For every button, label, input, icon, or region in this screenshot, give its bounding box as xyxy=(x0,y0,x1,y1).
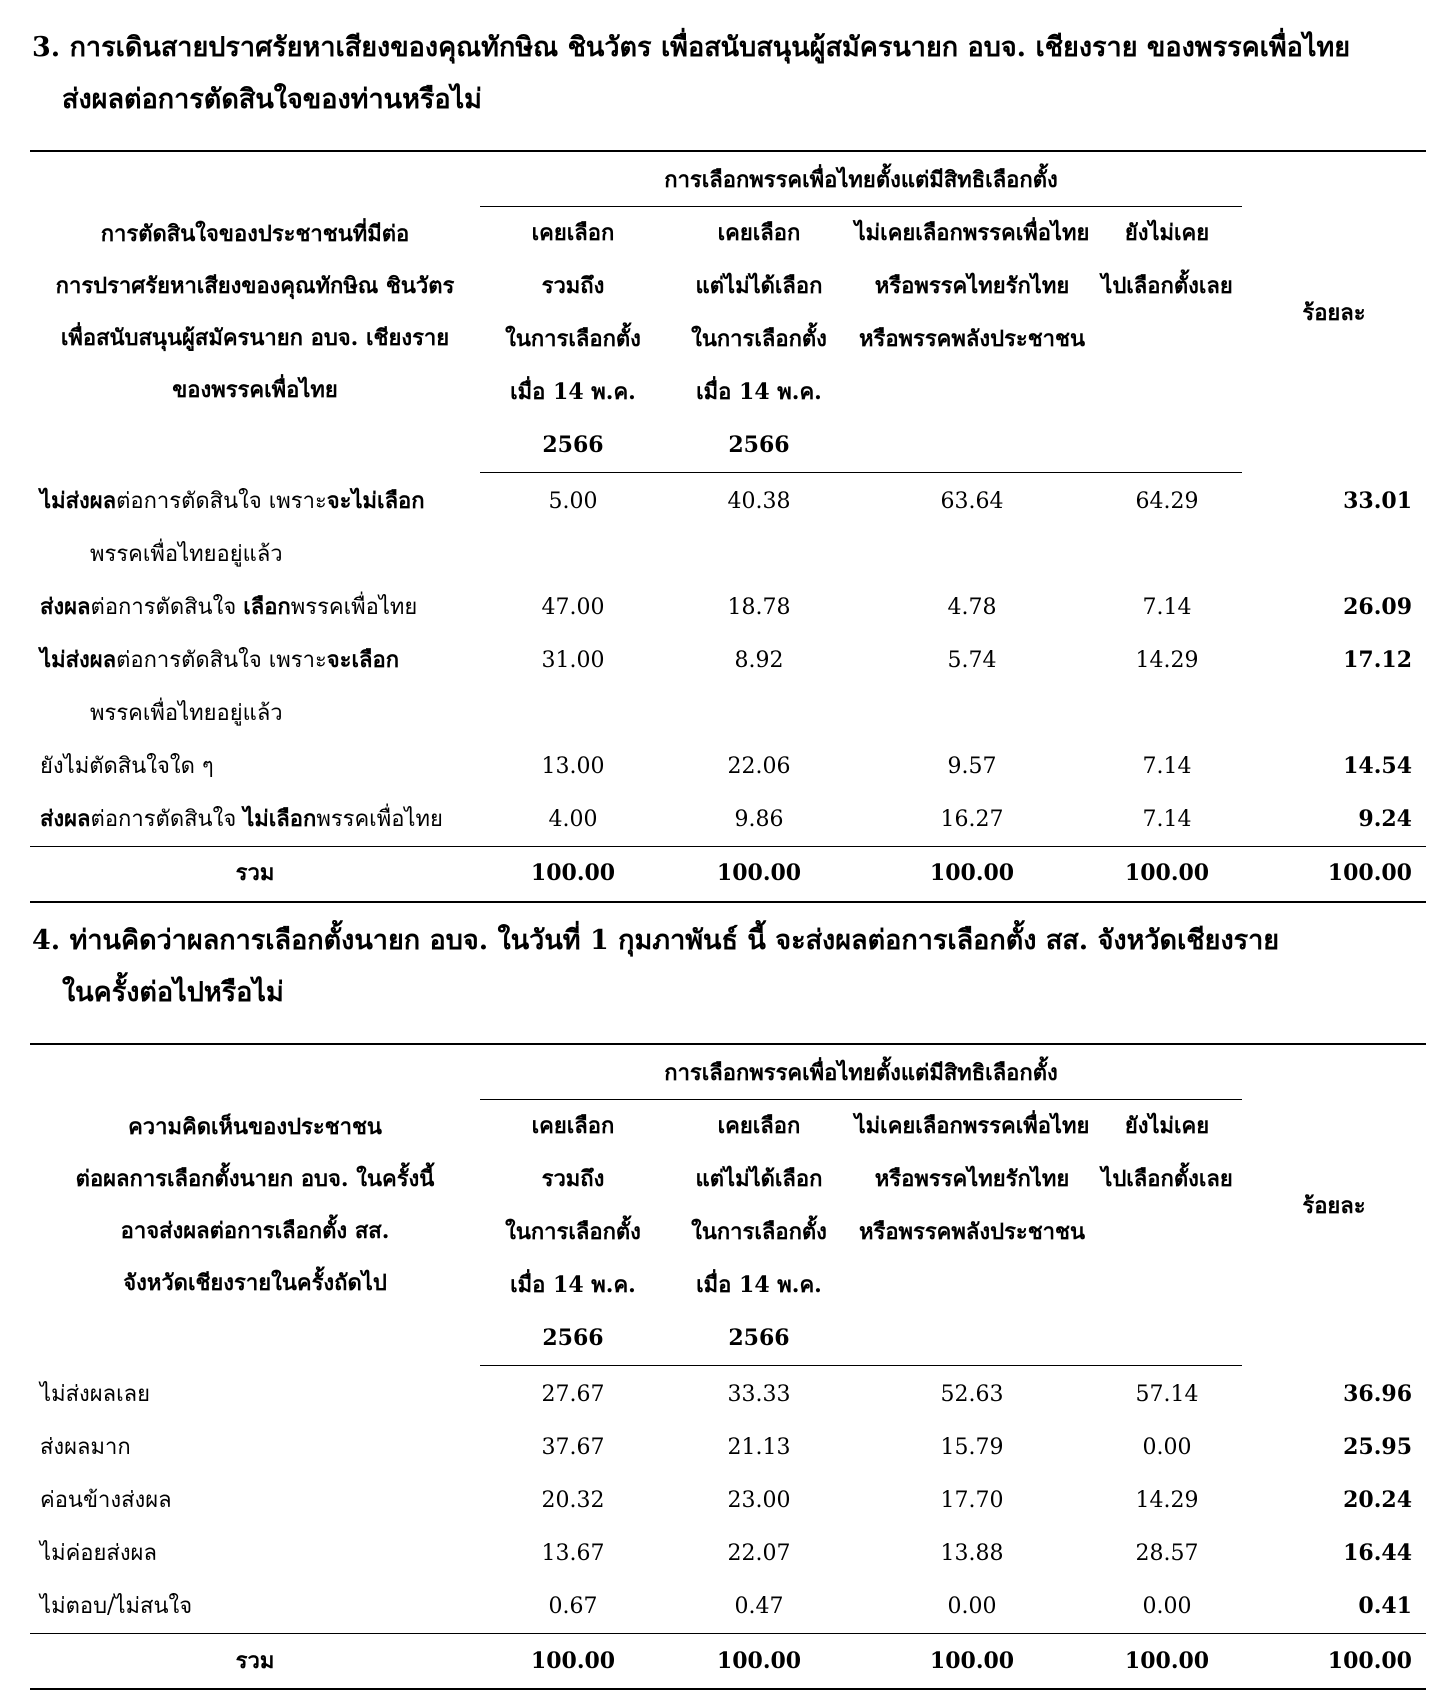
table-row xyxy=(30,1421,1426,1474)
cell-value: 22.06 xyxy=(727,753,791,779)
cell-value: 0.47 xyxy=(734,1594,784,1619)
table-row xyxy=(30,1474,1426,1527)
total-row xyxy=(30,846,1426,902)
col-header-line: เคยเลือก xyxy=(717,1113,801,1139)
table-row xyxy=(30,1580,1426,1634)
col-header-line: เมื่อ 14 พ.ค. 2566 xyxy=(510,379,636,458)
row-label xyxy=(30,793,480,847)
cell-value: 20.32 xyxy=(541,1488,605,1513)
cell-value: 7.14 xyxy=(1142,594,1192,620)
cell-percent: 0.41 xyxy=(1358,1593,1412,1619)
row-label-bold: จะเลือก xyxy=(326,646,400,673)
total-value: 100.00 xyxy=(480,846,666,902)
stub-header xyxy=(30,1044,480,1366)
table-row xyxy=(30,581,1426,634)
cell-value: 64.29 xyxy=(1135,489,1199,514)
stub-header-line: อาจส่งผลต่อการเลือกตั้ง สส. xyxy=(120,1218,390,1245)
cell-value: 15.79 xyxy=(940,1435,1004,1460)
col-header-line: ยังไม่เคย xyxy=(1124,1113,1210,1139)
stub-header-line: การตัดสินใจของประชาชนที่มีต่อ xyxy=(100,221,410,248)
stub-header-line: จังหวัดเชียงรายในครั้งถัดไป xyxy=(123,1270,387,1297)
cell-percent: 17.12 xyxy=(1343,646,1412,673)
table-row xyxy=(30,1527,1426,1580)
col-header-line: ไม่เคยเลือกพรรคเพื่อไทย xyxy=(854,1113,1090,1139)
row-label-bold: ไม่ส่งผล xyxy=(40,646,117,673)
total-percent: 100.00 xyxy=(1242,1634,1426,1690)
col-header-line: ในการเลือกตั้ง xyxy=(505,326,641,352)
question-3-table xyxy=(30,150,1426,903)
col-header-voted-not-2566 xyxy=(666,1100,852,1366)
row-label-bold: ไม่ส่งผล xyxy=(40,487,117,514)
cell-value: 63.64 xyxy=(940,489,1004,514)
total-value: 100.00 xyxy=(666,846,852,902)
col-header-line: เคยเลือก xyxy=(531,1113,615,1139)
row-label-bold: เลือก xyxy=(243,593,291,620)
cell-value: 47.00 xyxy=(541,594,605,620)
question-3-title xyxy=(32,22,1426,126)
cell-value: 33.33 xyxy=(727,1382,791,1407)
cell-value: 18.78 xyxy=(727,594,791,620)
col-header-never-voted-party xyxy=(852,207,1092,473)
row-label-text: ต่อการตัดสินใจ xyxy=(90,806,244,832)
col-header-line: เคยเลือก xyxy=(717,220,801,246)
col-header-line: ในการเลือกตั้ง xyxy=(691,1219,827,1245)
col-header-line: ไม่เคยเลือกพรรคเพื่อไทย xyxy=(854,220,1090,246)
total-label: รวม xyxy=(30,1634,480,1690)
stub-header xyxy=(30,151,480,473)
row-label xyxy=(30,473,480,581)
cell-value: 52.63 xyxy=(940,1382,1004,1407)
total-value: 100.00 xyxy=(852,846,1092,902)
col-header-line: รวมถึง xyxy=(541,1166,605,1192)
cell-percent: 16.44 xyxy=(1343,1540,1412,1566)
question-4-title-line2: ในครั้งต่อไปหรือไม่ xyxy=(62,977,284,1008)
col-header-line: รวมถึง xyxy=(541,273,605,299)
cell-value: 37.67 xyxy=(541,1435,605,1460)
row-label: ยังไม่ตัดสินใจใด ๆ xyxy=(40,753,214,779)
question-4-title-line1: 4. ท่านคิดว่าผลการเลือกตั้งนายก อบจ. ในวันที่ 1 กุมภาพันธ์ นี้ จะส่งผลต่อการเลือกตั้ง สส. จังหวัดเชียงราย xyxy=(32,925,1280,956)
cell-value: 0.00 xyxy=(1142,1435,1192,1460)
cell-percent: 26.09 xyxy=(1343,593,1412,620)
group-header: การเลือกพรรคเพื่อไทยตั้งแต่มีสิทธิเลือกตั้ง xyxy=(480,151,1242,207)
cell-value: 14.29 xyxy=(1135,647,1199,673)
cell-percent: 20.24 xyxy=(1343,1487,1412,1513)
table-row xyxy=(30,740,1426,793)
row-label-continuation: พรรคเพื่อไทยอยู่แล้ว xyxy=(90,700,283,726)
stub-header-line: ของพรรคเพื่อไทย xyxy=(172,377,338,404)
stub-header-line: ต่อผลการเลือกตั้งนายก อบจ. ในครั้งนี้ xyxy=(75,1166,435,1193)
percent-header: ร้อยละ xyxy=(1242,1044,1426,1366)
row-label-text: พรรคเพื่อไทย xyxy=(290,594,418,620)
total-label: รวม xyxy=(30,846,480,902)
col-header-never-voted-party xyxy=(852,1100,1092,1366)
cell-value: 8.92 xyxy=(734,647,784,673)
question-3-title-line2: ส่งผลต่อการตัดสินใจของท่านหรือไม่ xyxy=(62,84,482,115)
cell-value: 13.67 xyxy=(541,1541,605,1566)
percent-header: ร้อยละ xyxy=(1242,151,1426,473)
group-header: การเลือกพรรคเพื่อไทยตั้งแต่มีสิทธิเลือกตั้ง xyxy=(480,1044,1242,1100)
cell-value: 0.00 xyxy=(1142,1594,1192,1619)
row-label-text: ต่อการตัดสินใจ เพราะ xyxy=(116,647,327,673)
row-label-text: พรรคเพื่อไทย xyxy=(316,806,443,832)
cell-value: 16.27 xyxy=(940,806,1004,832)
row-label: ไม่ค่อยส่งผล xyxy=(40,1541,157,1566)
cell-value: 0.67 xyxy=(548,1594,598,1619)
cell-value: 17.70 xyxy=(940,1488,1004,1513)
table-row xyxy=(30,1366,1426,1422)
cell-value: 21.13 xyxy=(727,1435,791,1460)
question-4-table xyxy=(30,1043,1426,1690)
cell-value: 23.00 xyxy=(727,1488,791,1513)
row-label-bold: ไม่เลือก xyxy=(243,805,317,832)
cell-value: 31.00 xyxy=(541,647,605,673)
cell-value: 0.00 xyxy=(947,1594,997,1619)
stub-header-line: การปราศรัยหาเสียงของคุณทักษิณ ชินวัตร xyxy=(55,273,455,300)
col-header-voted-incl-2566 xyxy=(480,207,666,473)
question-4-title xyxy=(32,915,1426,1019)
col-header-line: เมื่อ 14 พ.ค. 2566 xyxy=(696,379,822,458)
row-label-bold: จะไม่เลือก xyxy=(326,487,425,514)
row-label-text: ต่อการตัดสินใจ xyxy=(90,594,244,620)
total-value: 100.00 xyxy=(1092,846,1242,902)
row-label: ไม่ตอบ/ไม่สนใจ xyxy=(40,1594,193,1619)
cell-percent: 33.01 xyxy=(1343,487,1412,514)
col-header-voted-not-2566 xyxy=(666,207,852,473)
cell-value: 28.57 xyxy=(1135,1541,1199,1566)
cell-value: 27.67 xyxy=(541,1382,605,1407)
col-header-line: หรือพรรคไทยรักไทย xyxy=(874,273,1070,299)
col-header-voted-incl-2566 xyxy=(480,1100,666,1366)
row-label: ไม่ส่งผลเลย xyxy=(40,1381,150,1407)
row-label xyxy=(30,634,480,740)
cell-value: 40.38 xyxy=(727,489,791,514)
col-header-line: ในการเลือกตั้ง xyxy=(691,326,827,352)
stub-header-line: เพื่อสนับสนุนผู้สมัครนายก อบจ. เชียงราย xyxy=(60,325,450,352)
col-header-line: หรือพรรคพลังประชาชน xyxy=(859,1219,1085,1245)
total-row xyxy=(30,1634,1426,1690)
row-label xyxy=(30,581,480,634)
col-header-line: หรือพรรคพลังประชาชน xyxy=(859,326,1085,352)
total-value: 100.00 xyxy=(480,1634,666,1690)
cell-percent: 36.96 xyxy=(1343,1380,1412,1407)
question-3-title-line1: 3. การเดินสายปราศรัยหาเสียงของคุณทักษิณ ชินวัตร เพื่อสนับสนุนผู้สมัครนายก อบจ. เชียงราย ของพรรคเพื่อไทย xyxy=(32,32,1351,63)
col-header-line: เมื่อ 14 พ.ค. 2566 xyxy=(510,1272,636,1351)
total-value: 100.00 xyxy=(852,1634,1092,1690)
row-label-text: ต่อการตัดสินใจ เพราะ xyxy=(116,488,327,514)
cell-value: 7.14 xyxy=(1142,806,1192,832)
cell-value: 13.88 xyxy=(940,1541,1004,1566)
section-question-3 xyxy=(30,22,1426,903)
col-header-line: แต่ไม่ได้เลือก xyxy=(695,1166,823,1192)
col-header-never-voted xyxy=(1092,1100,1242,1366)
col-header-line: ไปเลือกตั้งเลย xyxy=(1101,273,1233,299)
cell-value: 7.14 xyxy=(1142,753,1192,779)
col-header-line: ยังไม่เคย xyxy=(1124,220,1210,246)
row-label-bold: ส่งผล xyxy=(40,805,91,832)
cell-percent: 14.54 xyxy=(1343,752,1412,779)
col-header-line: ไปเลือกตั้งเลย xyxy=(1101,1166,1233,1192)
cell-value: 14.29 xyxy=(1135,1488,1199,1513)
section-question-4 xyxy=(30,915,1426,1690)
total-percent: 100.00 xyxy=(1242,846,1426,902)
total-value: 100.00 xyxy=(1092,1634,1242,1690)
table-row xyxy=(30,634,1426,740)
row-label: ส่งผลมาก xyxy=(40,1435,131,1460)
cell-value: 13.00 xyxy=(541,753,605,779)
col-header-line: เมื่อ 14 พ.ค. 2566 xyxy=(696,1272,822,1351)
cell-value: 9.86 xyxy=(734,806,784,832)
total-value: 100.00 xyxy=(666,1634,852,1690)
cell-percent: 9.24 xyxy=(1358,805,1412,832)
col-header-line: เคยเลือก xyxy=(531,220,615,246)
row-label-continuation: พรรคเพื่อไทยอยู่แล้ว xyxy=(90,541,283,567)
row-label: ค่อนข้างส่งผล xyxy=(40,1488,172,1513)
col-header-never-voted xyxy=(1092,207,1242,473)
stub-header-line: ความคิดเห็นของประชาชน xyxy=(128,1114,382,1141)
cell-percent: 25.95 xyxy=(1343,1434,1412,1460)
cell-value: 5.00 xyxy=(548,489,598,514)
cell-value: 4.00 xyxy=(548,806,598,832)
table-row xyxy=(30,793,1426,847)
cell-value: 4.78 xyxy=(947,594,997,620)
col-header-line: แต่ไม่ได้เลือก xyxy=(695,273,823,299)
table-row xyxy=(30,473,1426,581)
cell-value: 57.14 xyxy=(1135,1382,1199,1407)
col-header-line: หรือพรรคไทยรักไทย xyxy=(874,1166,1070,1192)
cell-value: 5.74 xyxy=(947,647,997,673)
cell-value: 22.07 xyxy=(727,1541,791,1566)
cell-value: 9.57 xyxy=(947,753,997,779)
row-label-bold: ส่งผล xyxy=(40,593,91,620)
col-header-line: ในการเลือกตั้ง xyxy=(505,1219,641,1245)
